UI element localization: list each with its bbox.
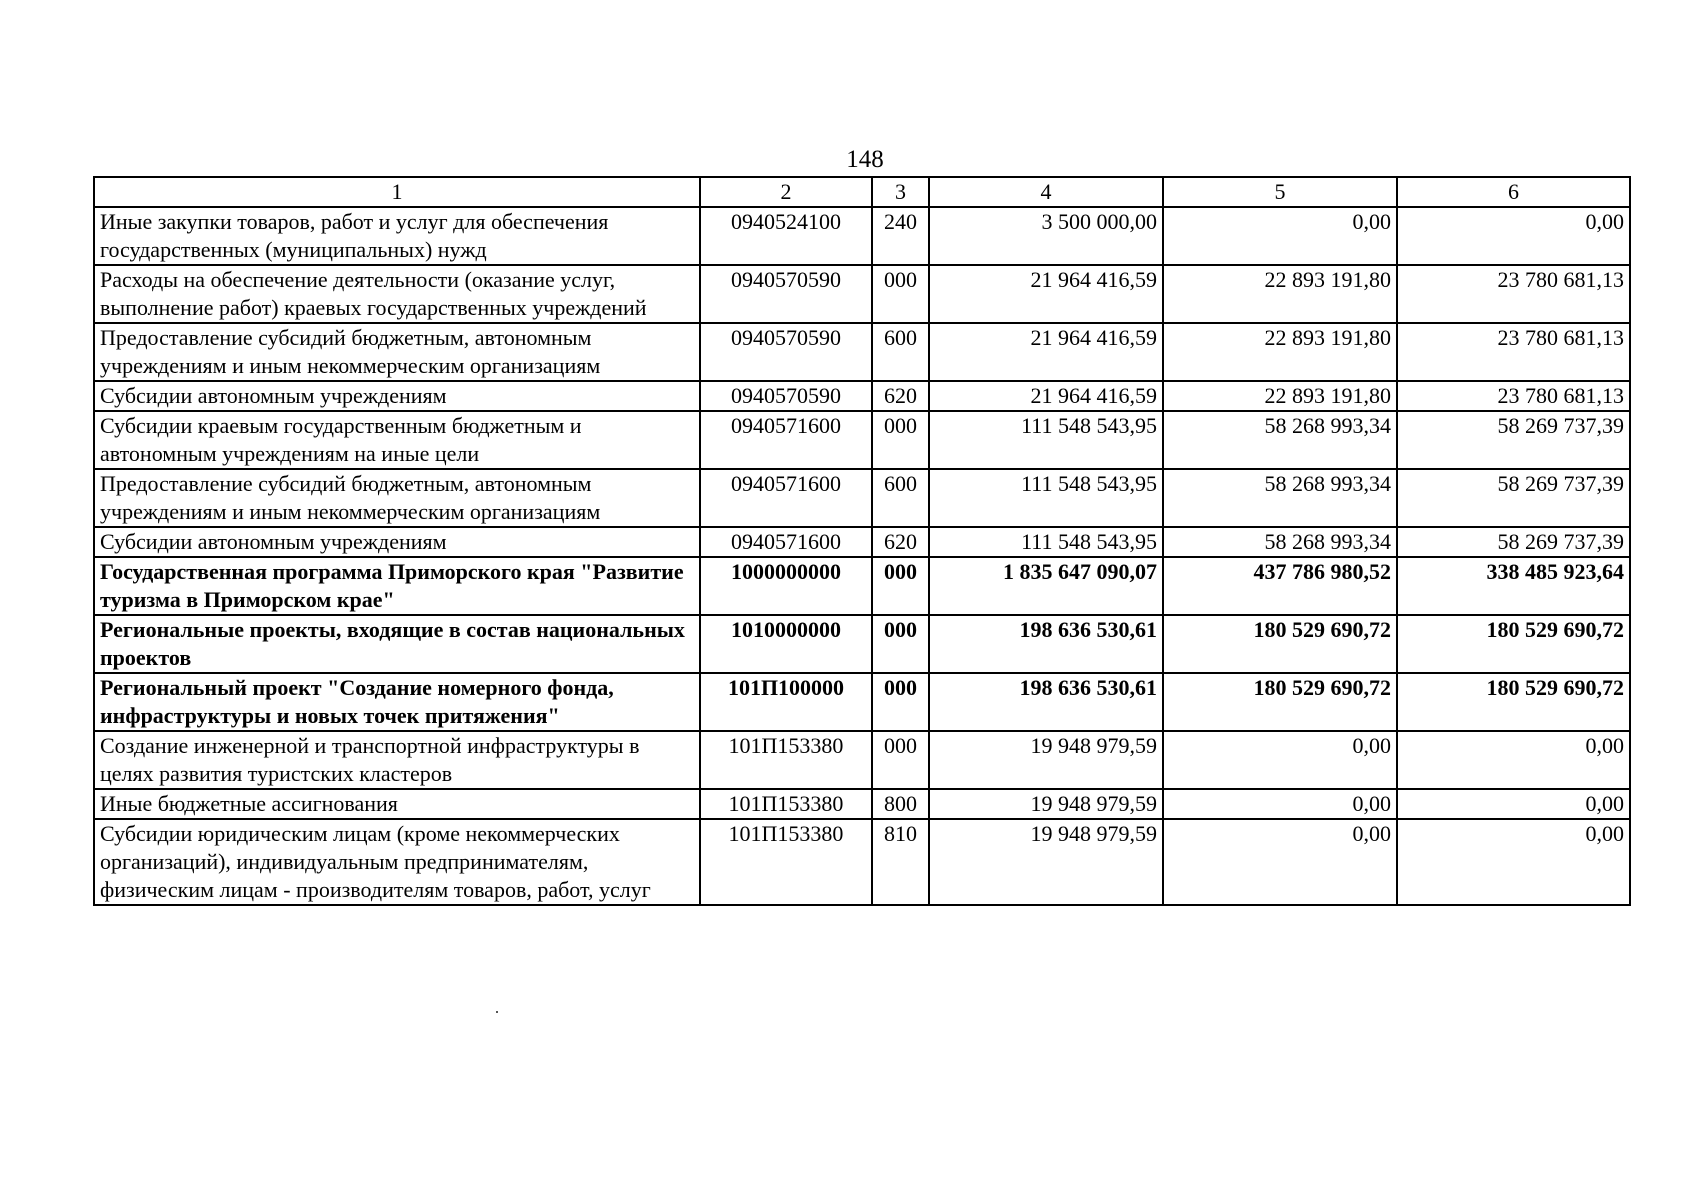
row-type-cell: 000	[872, 731, 929, 789]
row-type-cell: 000	[872, 673, 929, 731]
row-amount-3-cell: 180 529 690,72	[1397, 673, 1630, 731]
table-row	[94, 557, 1630, 615]
column-header-amount-2: 5	[1163, 177, 1397, 207]
column-header-amount-3: 6	[1397, 177, 1630, 207]
row-amount-2-cell: 180 529 690,72	[1163, 615, 1397, 673]
table-row	[94, 411, 1630, 469]
header-row	[94, 177, 1630, 207]
table-row	[94, 323, 1630, 381]
table-body	[94, 207, 1630, 905]
column-header-type: 3	[872, 177, 929, 207]
row-amount-1-cell: 3 500 000,00	[929, 207, 1163, 265]
row-type-cell: 000	[872, 557, 929, 615]
row-code-cell: 101П153380	[700, 819, 872, 905]
row-code-cell: 0940570590	[700, 381, 872, 411]
row-code-cell: 0940571600	[700, 469, 872, 527]
row-name-cell: Иные бюджетные ассигнования	[94, 789, 700, 819]
row-type-cell: 600	[872, 469, 929, 527]
column-header-amount-1: 4	[929, 177, 1163, 207]
row-code-cell: 101П153380	[700, 731, 872, 789]
row-name-cell: Субсидии юридическим лицам (кроме некоммерческих организаций), индивидуальным предпринимателям, физическим лицам - производителям товаров, работ, услуг	[94, 819, 700, 905]
table-row	[94, 673, 1630, 731]
table-row	[94, 381, 1630, 411]
row-type-cell: 600	[872, 323, 929, 381]
row-code-cell: 0940571600	[700, 411, 872, 469]
row-amount-3-cell: 58 269 737,39	[1397, 411, 1630, 469]
row-code-cell: 101П100000	[700, 673, 872, 731]
row-type-cell: 800	[872, 789, 929, 819]
table-row	[94, 527, 1630, 557]
row-code-cell: 0940570590	[700, 265, 872, 323]
row-name-cell: Предоставление субсидий бюджетным, автономным учреждениям и иным некоммерческим организациям	[94, 323, 700, 381]
row-type-cell: 000	[872, 265, 929, 323]
row-amount-3-cell: 23 780 681,13	[1397, 323, 1630, 381]
row-amount-1-cell: 111 548 543,95	[929, 469, 1163, 527]
table-row	[94, 819, 1630, 905]
row-amount-1-cell: 21 964 416,59	[929, 381, 1163, 411]
row-amount-3-cell: 0,00	[1397, 789, 1630, 819]
row-code-cell: 0940524100	[700, 207, 872, 265]
row-name-cell: Субсидии автономным учреждениям	[94, 527, 700, 557]
row-amount-2-cell: 0,00	[1163, 207, 1397, 265]
row-amount-3-cell: 338 485 923,64	[1397, 557, 1630, 615]
row-type-cell: 240	[872, 207, 929, 265]
row-amount-3-cell: 58 269 737,39	[1397, 469, 1630, 527]
row-amount-2-cell: 58 268 993,34	[1163, 469, 1397, 527]
row-amount-2-cell: 0,00	[1163, 731, 1397, 789]
row-amount-1-cell: 19 948 979,59	[929, 789, 1163, 819]
row-name-cell: Субсидии краевым государственным бюджетным и автономным учреждениям на иные цели	[94, 411, 700, 469]
row-name-cell: Субсидии автономным учреждениям	[94, 381, 700, 411]
row-amount-2-cell: 437 786 980,52	[1163, 557, 1397, 615]
row-type-cell: 620	[872, 381, 929, 411]
row-amount-1-cell: 198 636 530,61	[929, 615, 1163, 673]
row-amount-1-cell: 21 964 416,59	[929, 265, 1163, 323]
row-amount-3-cell: 0,00	[1397, 731, 1630, 789]
page-number: 148	[846, 146, 884, 173]
row-code-cell: 101П153380	[700, 789, 872, 819]
row-type-cell: 000	[872, 411, 929, 469]
row-amount-3-cell: 58 269 737,39	[1397, 527, 1630, 557]
table-row	[94, 789, 1630, 819]
table-row	[94, 615, 1630, 673]
row-code-cell: 0940570590	[700, 323, 872, 381]
row-amount-1-cell: 21 964 416,59	[929, 323, 1163, 381]
row-amount-3-cell: 180 529 690,72	[1397, 615, 1630, 673]
row-amount-1-cell: 111 548 543,95	[929, 411, 1163, 469]
budget-table	[93, 176, 1631, 906]
table-row	[94, 731, 1630, 789]
row-name-cell: Создание инженерной и транспортной инфраструктуры в целях развития туристских кластеров	[94, 731, 700, 789]
row-type-cell: 620	[872, 527, 929, 557]
column-header-name: 1	[94, 177, 700, 207]
row-amount-2-cell: 0,00	[1163, 819, 1397, 905]
row-amount-1-cell: 19 948 979,59	[929, 731, 1163, 789]
row-amount-3-cell: 23 780 681,13	[1397, 265, 1630, 323]
table-row	[94, 207, 1630, 265]
row-amount-2-cell: 58 268 993,34	[1163, 411, 1397, 469]
row-name-cell: Государственная программа Приморского края "Развитие туризма в Приморском крае"	[94, 557, 700, 615]
row-amount-3-cell: 0,00	[1397, 819, 1630, 905]
row-code-cell: 0940571600	[700, 527, 872, 557]
table-row	[94, 265, 1630, 323]
row-amount-2-cell: 58 268 993,34	[1163, 527, 1397, 557]
row-name-cell: Региональные проекты, входящие в состав национальных проектов	[94, 615, 700, 673]
row-code-cell: 1010000000	[700, 615, 872, 673]
row-name-cell: Предоставление субсидий бюджетным, автономным учреждениям и иным некоммерческим организациям	[94, 469, 700, 527]
row-amount-1-cell: 19 948 979,59	[929, 819, 1163, 905]
row-amount-2-cell: 0,00	[1163, 789, 1397, 819]
row-amount-2-cell: 22 893 191,80	[1163, 323, 1397, 381]
column-header-code: 2	[700, 177, 872, 207]
row-type-cell: 000	[872, 615, 929, 673]
scan-speck	[496, 1011, 498, 1013]
row-amount-1-cell: 198 636 530,61	[929, 673, 1163, 731]
row-amount-3-cell: 0,00	[1397, 207, 1630, 265]
row-amount-1-cell: 111 548 543,95	[929, 527, 1163, 557]
row-name-cell: Региональный проект "Создание номерного фонда, инфраструктуры и новых точек притяжения"	[94, 673, 700, 731]
row-name-cell: Иные закупки товаров, работ и услуг для обеспечения государственных (муниципальных) нужд	[94, 207, 700, 265]
row-amount-2-cell: 22 893 191,80	[1163, 265, 1397, 323]
row-code-cell: 1000000000	[700, 557, 872, 615]
row-amount-3-cell: 23 780 681,13	[1397, 381, 1630, 411]
row-amount-2-cell: 22 893 191,80	[1163, 381, 1397, 411]
row-type-cell: 810	[872, 819, 929, 905]
table-row	[94, 469, 1630, 527]
row-amount-2-cell: 180 529 690,72	[1163, 673, 1397, 731]
row-name-cell: Расходы на обеспечение деятельности (оказание услуг, выполнение работ) краевых государственных учреждений	[94, 265, 700, 323]
row-amount-1-cell: 1 835 647 090,07	[929, 557, 1163, 615]
